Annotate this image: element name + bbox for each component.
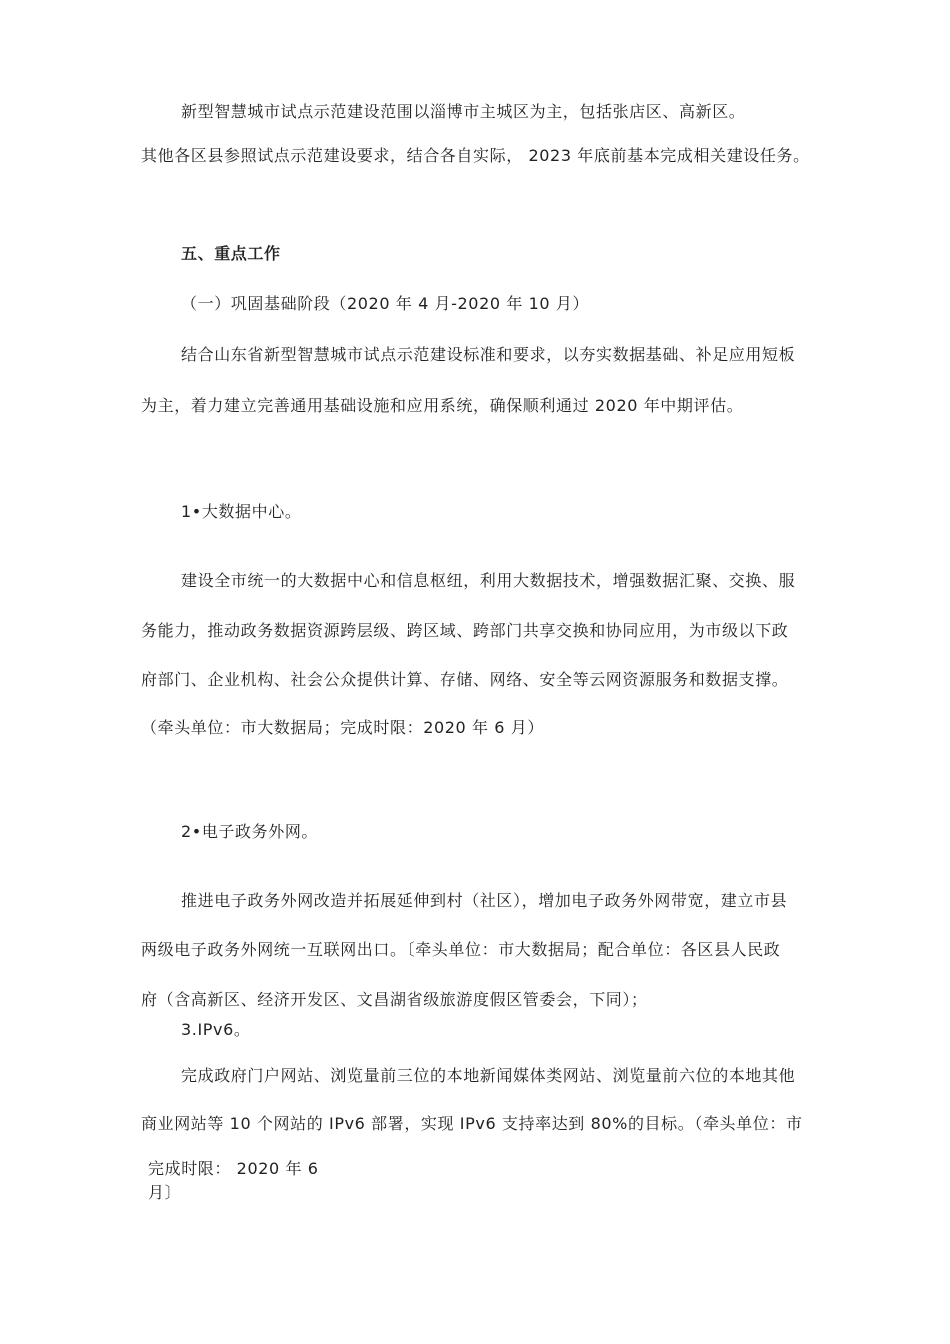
paragraph-scope-line-2: 其他各区县参照试点示范建设要求，结合各自实际， 2023 年底前基本完成相关建设任务。 bbox=[141, 146, 810, 165]
item-2-line-2: 两级电子政务外网统一互联网出口。〔牵头单位：市大数据局；配合单位：各区县人民政 bbox=[141, 940, 781, 959]
item-2-line-1: 推进电子政务外网改造并拓展延伸到村（社区），增加电子政务外网带宽，建立市县 bbox=[181, 891, 788, 910]
item-3-line-1: 完成政府门户网站、浏览量前三位的本地新闻媒体类网站、浏览量前六位的本地其他 bbox=[181, 1066, 796, 1085]
item-3-line-4: 月〕 bbox=[148, 1183, 182, 1202]
item-2-line-3: 府（含高新区、经济开发区、文昌湖省级旅游度假区管委会，下同）； bbox=[141, 990, 648, 1009]
item-1-line-1: 建设全市统一的大数据中心和信息枢纽，利用大数据技术，增强数据汇聚、交换、服 bbox=[181, 571, 796, 590]
paragraph-scope-line-1: 新型智慧城市试点示范建设范围以淄博市主城区为主，包括张店区、高新区。 bbox=[181, 102, 746, 121]
item-1-title: 1•大数据中心。 bbox=[181, 502, 302, 521]
phase-title: （一）巩固基础阶段（2020 年 4 月-2020 年 10 月） bbox=[181, 294, 590, 313]
item-3-line-2: 商业网站等 10 个网站的 IPv6 部署，实现 IPv6 支持率达到 80%的目标。（牵头单位：市 bbox=[141, 1114, 803, 1133]
phase-description-line-2: 为主，着力建立完善通用基础设施和应用系统，确保顺利通过 2020 年中期评估。 bbox=[141, 396, 744, 415]
section-heading: 五、重点工作 bbox=[181, 244, 281, 263]
item-2-title: 2•电子政务外网。 bbox=[181, 822, 319, 841]
item-3-line-3: 完成时限： 2020 年 6 bbox=[148, 1159, 319, 1178]
phase-description-line-1: 结合山东省新型智慧城市试点示范建设标准和要求，以夯实数据基础、补足应用短板 bbox=[181, 345, 796, 364]
item-1-line-4: （牵头单位：市大数据局；完成时限：2020 年 6 月） bbox=[141, 718, 544, 737]
item-1-line-3: 府部门、企业机构、社会公众提供计算、存储、网络、安全等云网资源服务和数据支撑。 bbox=[141, 670, 789, 689]
item-3-title: 3.IPv6。 bbox=[181, 1020, 251, 1039]
item-1-line-2: 务能力，推动政务数据资源跨层级、跨区域、跨部门共享交换和协同应用，为市级以下政 bbox=[141, 621, 789, 640]
